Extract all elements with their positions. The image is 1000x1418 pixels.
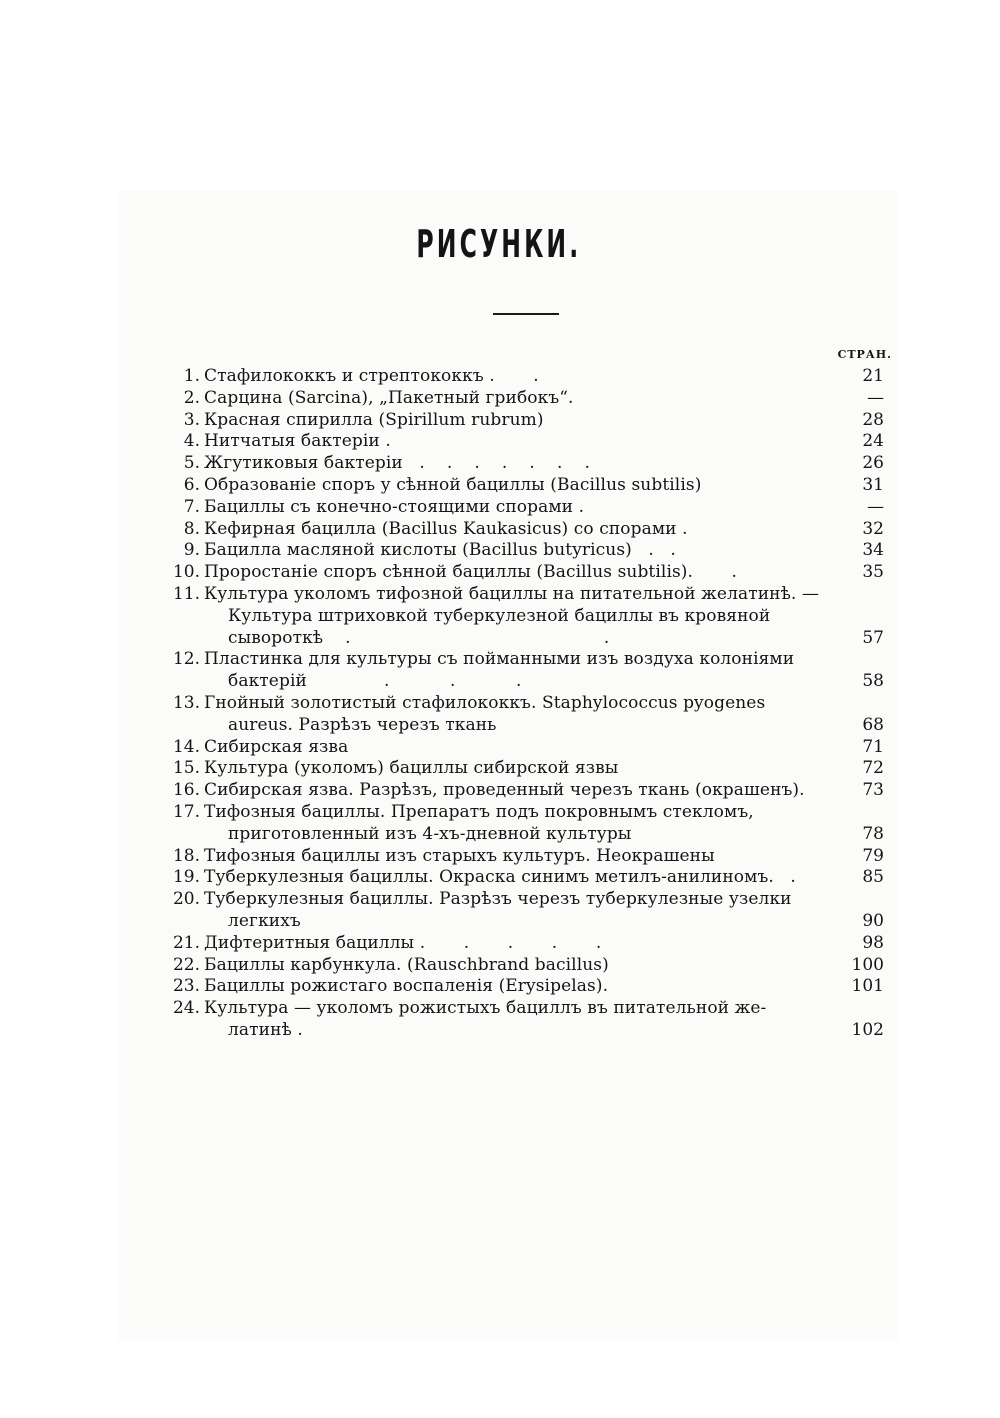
- figure-number: 16.: [172, 780, 200, 801]
- figure-entry: [160, 649, 884, 693]
- caption-line: Культура — уколомъ рожистыхъ бациллъ въ питательной же-: [204, 998, 767, 1019]
- figure-number: 23.: [172, 976, 200, 997]
- page-number: 71: [862, 736, 884, 757]
- figure-entry: [160, 955, 884, 977]
- figure-entry: [160, 431, 884, 453]
- page-column-header: СТРАН.: [837, 348, 892, 361]
- figure-caption: [202, 976, 826, 998]
- caption-line: Проростаніе споръ сѣнной бациллы (Bacillus subtilis). .: [204, 562, 738, 583]
- caption-line: Сарцина (Sarcina), „Пакетный грибокъ“.: [204, 387, 574, 408]
- figure-entry: [160, 584, 884, 649]
- caption-line: Культура штриховкой туберкулезной бациллы въ кровяной: [228, 605, 771, 626]
- page-number: 24: [862, 431, 884, 452]
- figure-caption: [202, 584, 826, 649]
- page-number: 72: [862, 758, 884, 779]
- caption-line: Красная спирилла (Spirillum rubrum): [204, 409, 544, 430]
- page-number: 35: [862, 562, 884, 583]
- figure-caption: [202, 475, 826, 497]
- figure-number: 2.: [183, 387, 200, 408]
- figure-number: 15.: [172, 758, 200, 779]
- figure-caption: [202, 955, 826, 977]
- page-number: 32: [862, 518, 884, 539]
- caption-line: Тифозныя бациллы изъ старыхъ культуръ. Неокрашены: [204, 845, 715, 866]
- caption-line: Жгутиковыя бактеріи . . . . . . .: [204, 453, 590, 474]
- figure-number: 9.: [183, 540, 200, 561]
- figure-number: 22.: [172, 954, 200, 975]
- caption-line: бактерій . . .: [228, 671, 522, 692]
- page-number: 21: [862, 366, 884, 386]
- caption-line: Пластинка для культуры съ пойманными изъ воздуха колоніями: [204, 649, 795, 670]
- figure-caption: [202, 388, 826, 410]
- page-number: 98: [862, 932, 884, 953]
- figure-entry: [160, 933, 884, 955]
- page-number: 100: [851, 954, 884, 975]
- figure-number: 21.: [172, 932, 200, 953]
- page-number: 73: [862, 780, 884, 801]
- figure-caption: [202, 737, 826, 759]
- page-number: 26: [862, 453, 884, 474]
- caption-line: Кефирная бацилла (Bacillus Kaukasicus) со спорами .: [204, 518, 688, 539]
- figure-number: 17.: [172, 801, 200, 822]
- caption-line: Сибирская язва. Разрѣзъ, проведенный черезъ ткань (окрашенъ).: [204, 780, 805, 801]
- figure-number: 13.: [172, 692, 200, 713]
- figure-number: 14.: [172, 736, 200, 757]
- figure-entry: [160, 693, 884, 737]
- figure-entry: [160, 453, 884, 475]
- figure-caption: [202, 431, 826, 453]
- caption-line: Туберкулезныя бациллы. Окраска синимъ метилъ-анилиномъ. .: [204, 867, 796, 888]
- page-number: 102: [851, 1019, 884, 1040]
- page-number: 34: [862, 540, 884, 561]
- page-number: 79: [862, 845, 884, 866]
- figure-number: 24.: [172, 998, 200, 1019]
- figure-number: 3.: [183, 409, 200, 430]
- figure-caption: [202, 802, 826, 846]
- figure-caption: [202, 453, 826, 475]
- figure-caption: [202, 410, 826, 432]
- page-number: —: [867, 387, 884, 408]
- caption-line: Бацилла масляной кислоты (Bacillus butyricus) . .: [204, 540, 676, 561]
- figure-number: 11.: [172, 583, 200, 604]
- figure-entry: [160, 475, 884, 497]
- figure-entry: [160, 388, 884, 410]
- page-number: 101: [851, 976, 884, 997]
- figure-entry: [160, 758, 884, 780]
- figure-caption: [202, 366, 826, 388]
- figure-caption: [202, 562, 826, 584]
- figure-number: 12.: [172, 649, 200, 670]
- figure-caption: [202, 998, 826, 1042]
- caption-line: сывороткѣ . .: [228, 627, 610, 648]
- figure-caption: [202, 889, 826, 933]
- figure-number: 8.: [183, 518, 200, 539]
- figure-caption: [202, 867, 826, 889]
- page-number: 58: [862, 671, 884, 692]
- figure-entry: [160, 540, 884, 562]
- figure-entry: [160, 802, 884, 846]
- caption-line: приготовленный изъ 4-хъ-дневной культуры: [228, 823, 632, 844]
- figure-number: 19.: [172, 867, 200, 888]
- caption-line: латинѣ .: [228, 1019, 303, 1040]
- title-divider: [493, 313, 559, 315]
- caption-line: Стафилококкъ и стрептококкъ . .: [204, 366, 539, 386]
- figure-number: 5.: [183, 453, 200, 474]
- page-number: 28: [862, 409, 884, 430]
- figure-entry: [160, 562, 884, 584]
- figure-caption: [202, 649, 826, 693]
- figure-number: 6.: [183, 474, 200, 495]
- caption-line: легкихъ: [228, 910, 301, 931]
- caption-line: Образованіе споръ у сѣнной бациллы (Bacillus subtilis): [204, 474, 702, 495]
- figure-entry: [160, 497, 884, 519]
- caption-line: Культура уколомъ тифозной бациллы на питательной желатинѣ. —: [204, 583, 820, 604]
- figure-caption: [202, 780, 826, 802]
- caption-line: aureus. Разрѣзъ черезъ ткань: [228, 714, 497, 735]
- figure-caption: [202, 693, 826, 737]
- caption-line: Туберкулезныя бациллы. Разрѣзъ черезъ туберкулезные узелки: [204, 889, 792, 910]
- caption-line: Тифозныя бациллы. Препаратъ подъ покровнымъ стекломъ,: [204, 801, 754, 822]
- figure-caption: [202, 933, 826, 955]
- page-number: 68: [862, 714, 884, 735]
- page-number: 31: [862, 474, 884, 495]
- figure-entry: [160, 867, 884, 889]
- figure-entry: [160, 780, 884, 802]
- page-number: 57: [862, 627, 884, 648]
- caption-line: Культура (уколомъ) бациллы сибирской язвы: [204, 758, 619, 779]
- page-number: —: [867, 496, 884, 517]
- figure-caption: [202, 758, 826, 780]
- caption-line: Бациллы рожистаго воспаленія (Erysipelas).: [204, 976, 609, 997]
- page-number: 78: [862, 823, 884, 844]
- caption-line: Бациллы карбункула. (Rauschbrand bacillus): [204, 954, 609, 975]
- figure-caption: [202, 497, 826, 519]
- caption-line: Гнойный золотистый стафилококкъ. Staphylococcus pyogenes: [204, 692, 766, 713]
- figure-entry: [160, 998, 884, 1042]
- figure-entry: [160, 737, 884, 759]
- caption-line: Дифтеритныя бациллы . . . . .: [204, 932, 602, 953]
- figure-caption: [202, 519, 826, 541]
- caption-line: Нитчатыя бактеріи .: [204, 431, 391, 452]
- caption-line: Бациллы съ конечно-стоящими спорами .: [204, 496, 585, 517]
- figure-list: [160, 366, 884, 1042]
- figure-entry: [160, 976, 884, 998]
- page-number: 85: [862, 867, 884, 888]
- figure-entry: [160, 889, 884, 933]
- figure-number: 4.: [183, 431, 200, 452]
- figure-number: 18.: [172, 845, 200, 866]
- figure-entry: [160, 410, 884, 432]
- figure-number: 20.: [172, 889, 200, 910]
- figure-caption: [202, 846, 826, 868]
- figure-entry: [160, 366, 884, 388]
- figure-number: 10.: [172, 562, 200, 583]
- figure-entry: [160, 519, 884, 541]
- page-number: 90: [862, 910, 884, 931]
- figure-number: 7.: [183, 496, 200, 517]
- caption-line: Сибирская язва: [204, 736, 349, 757]
- figure-entry: [160, 846, 884, 868]
- figure-number: 1.: [183, 366, 200, 386]
- figure-caption: [202, 540, 826, 562]
- page-title: РИСУНКИ.: [416, 222, 582, 266]
